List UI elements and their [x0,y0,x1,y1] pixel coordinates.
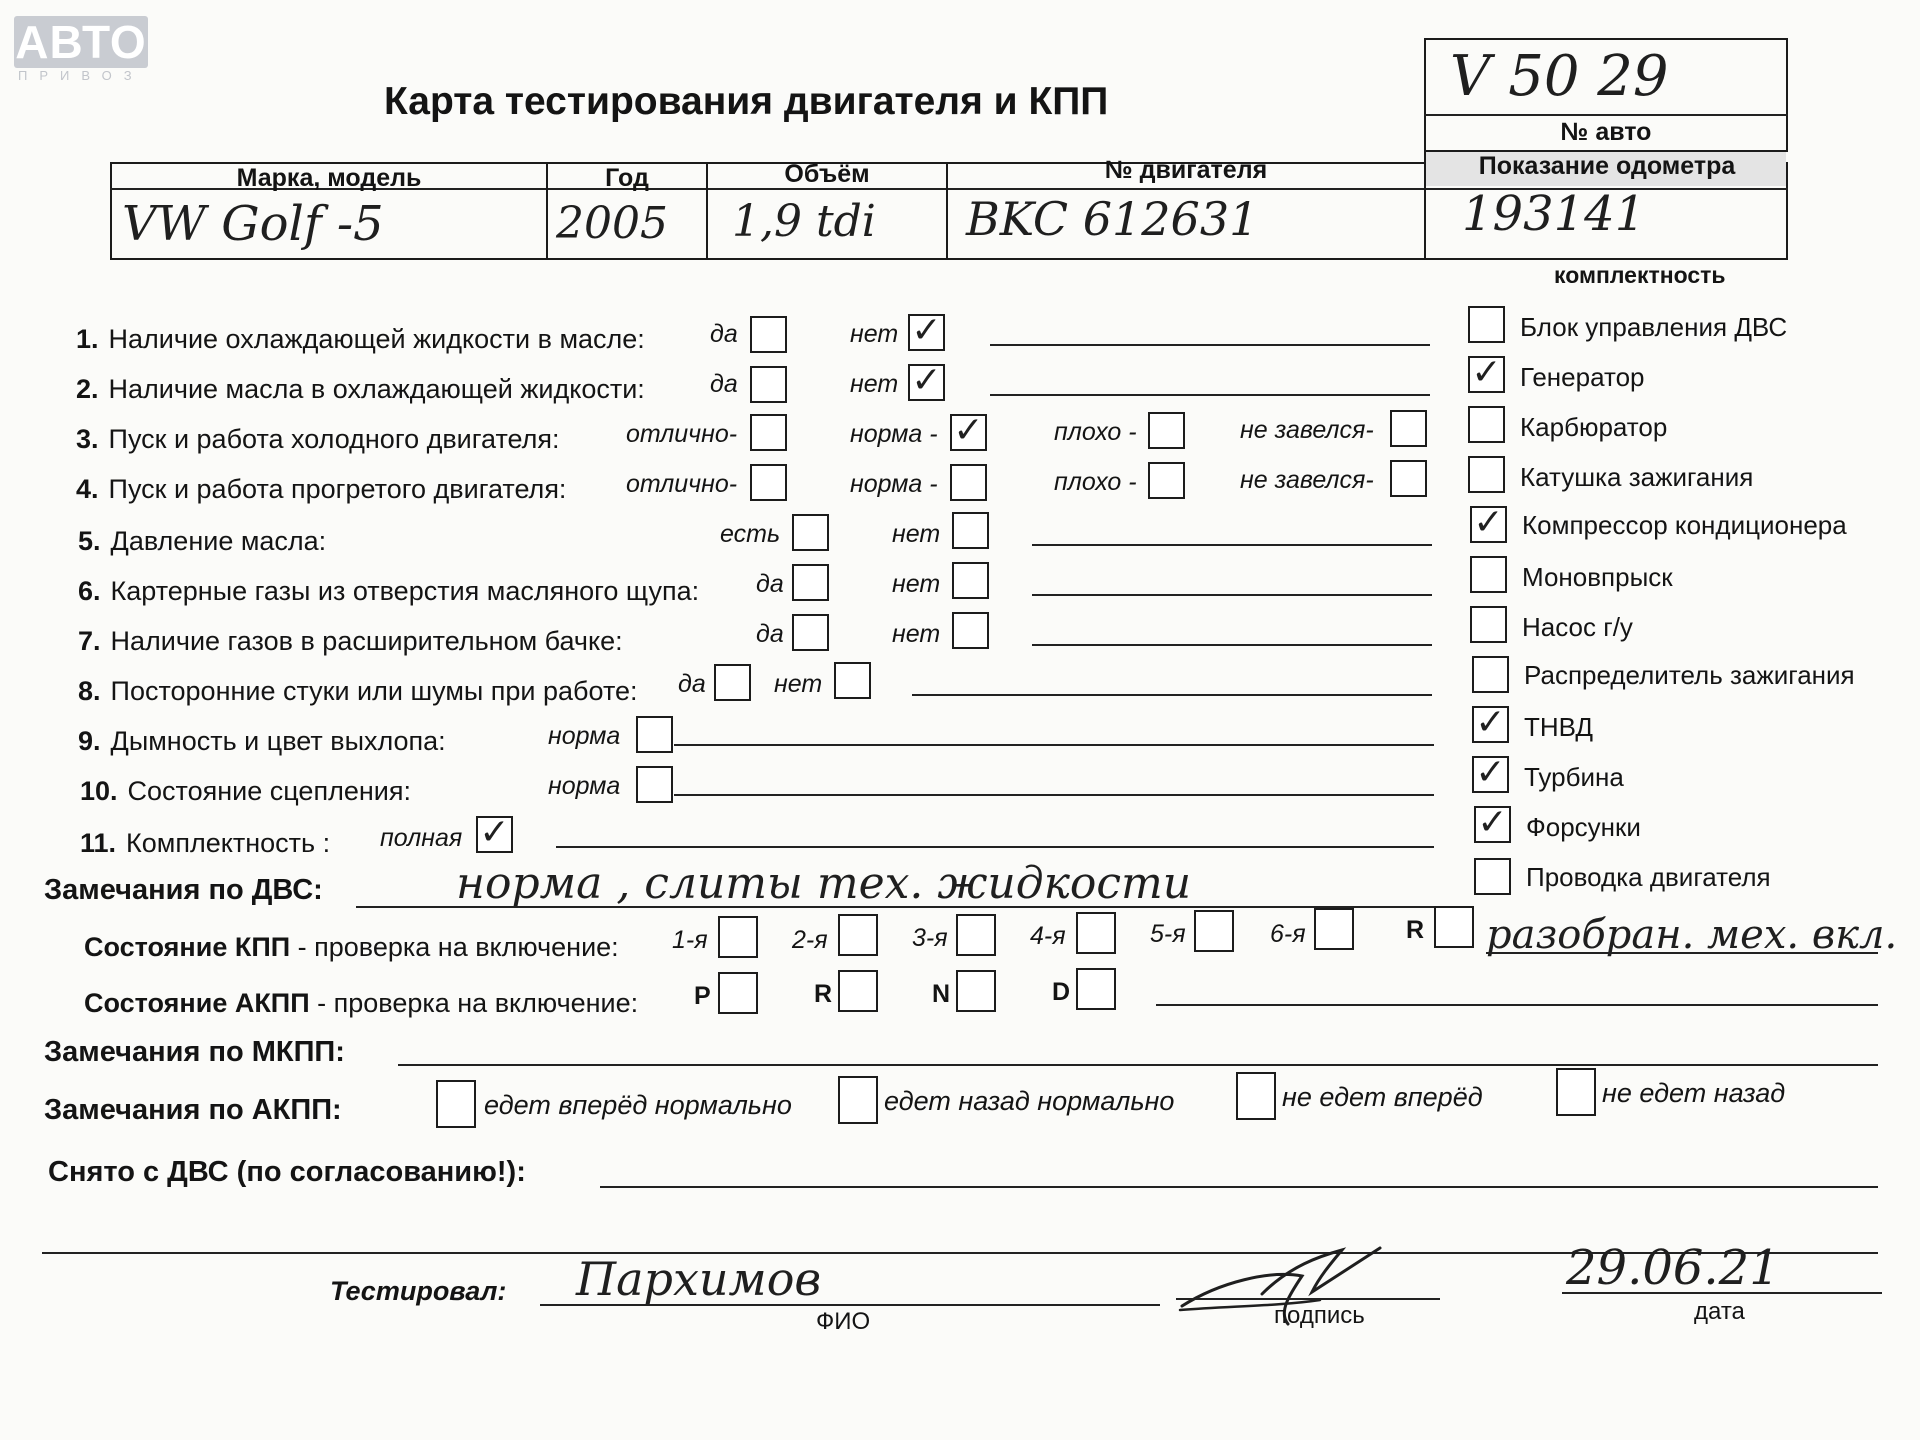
question-label: Пуск и работа холодного двигателя: [108,424,560,454]
akpp-remark-no-back-checkbox[interactable] [1556,1068,1596,1116]
kit-checkbox-injection-pump[interactable]: ✓ [1472,706,1509,743]
kpp-note-line [1486,952,1878,954]
auto-number-label: № авто [1560,118,1652,146]
akpp-remark-back-ok-checkbox[interactable] [838,1076,878,1124]
question-number: 7. [78,626,101,656]
kpp-label-bold: Состояние КПП [84,932,291,962]
option-label: отлично- [626,420,738,448]
question-number: 9. [78,726,101,756]
option-label: нет [892,520,941,548]
answer-line [1032,644,1432,646]
kit-checkbox-distributor[interactable] [1472,656,1509,693]
checkbox-q7-yes[interactable] [792,614,829,651]
akpp-gear-r-checkbox[interactable] [838,970,878,1012]
checkbox-q5-no[interactable] [952,512,989,549]
question-text [76,374,645,405]
question-text [76,324,645,355]
option-label: плохо - [1054,418,1137,446]
checkbox-q11-full[interactable]: ✓ [476,816,513,853]
dvs-remarks-value: норма , слиты тех. жидкости [456,858,1192,909]
question-text [78,726,446,757]
logo-subtitle: ПРИВОЗ [18,68,144,83]
checkbox-q6-no[interactable] [952,562,989,599]
kit-checkbox-ecu[interactable] [1468,306,1505,343]
akpp-gear-label: R [814,980,833,1008]
value-year: 2005 [556,198,668,249]
option-label: есть [720,520,781,548]
kit-checkbox-injectors[interactable]: ✓ [1474,806,1511,843]
question-text [80,828,330,859]
checkbox-q10-normal[interactable] [636,766,673,803]
value-model: VW Golf -5 [122,196,384,252]
akpp-remark-no-back: не едет назад [1602,1078,1786,1108]
akpp-line [1156,1004,1878,1006]
checkbox-q7-no[interactable] [952,612,989,649]
question-label: Наличие охлаждающей жидкости в масле: [108,324,645,354]
auto-number-divider [1424,114,1788,116]
checkbox-q6-yes[interactable] [792,564,829,601]
tester-label: Тестировал: [330,1276,507,1306]
akpp-gear-d-checkbox[interactable] [1076,968,1116,1010]
question-label: Картерные газы из отверстия масляного щупа: [110,576,700,606]
question-number: 3. [76,424,99,454]
document-title: Карта тестирования двигателя и КПП [384,80,1109,123]
removed-line-1 [600,1186,1878,1188]
option-label: нет [774,670,823,698]
tester-name-line [540,1304,1160,1306]
kpp-label-rest: - проверка на включение: [290,932,619,962]
tester-name-caption: ФИО [816,1308,871,1335]
question-label: Давление масла: [110,526,327,556]
question-number: 2. [76,374,99,404]
value-engine-number: BKC 612631 [966,192,1259,246]
akpp-remark-no-forward: не едет вперёд [1282,1082,1483,1112]
option-label: полная [380,824,463,852]
akpp-gear-label: D [1052,978,1071,1006]
answer-line [1032,544,1432,546]
kit-label-ecu: Блок управления ДВС [1520,312,1788,342]
checkbox-q3-normal[interactable]: ✓ [950,414,987,451]
question-label: Наличие газов в расширительном бачке: [110,626,623,656]
checkbox-q9-normal[interactable] [636,716,673,753]
tester-date-line [1562,1292,1882,1294]
kpp-gear-label: 1-я [672,926,708,954]
question-text [76,474,566,505]
auto-number-value: V 50 29 [1450,44,1669,109]
tester-sign-line [1176,1298,1440,1300]
checkbox-q8-yes[interactable] [714,664,751,701]
checkbox-q2-no[interactable]: ✓ [908,364,945,401]
question-number: 5. [78,526,101,556]
checkbox-q3-not-started[interactable] [1390,410,1427,447]
kit-checkbox-generator[interactable]: ✓ [1468,356,1505,393]
akpp-label-bold: Состояние АКПП [84,988,310,1018]
kpp-gear-3-checkbox[interactable] [956,914,996,956]
checkbox-q1-no[interactable]: ✓ [908,314,945,351]
akpp-remark-no-forward-checkbox[interactable] [1236,1072,1276,1120]
checkbox-q4-not-started[interactable] [1390,460,1427,497]
kpp-gear-label: 5-я [1150,920,1186,948]
option-label: да [710,320,738,348]
kpp-gear-2-checkbox[interactable] [838,914,878,956]
kit-checkbox-carburetor[interactable] [1468,406,1505,443]
kit-checkbox-engine-wiring[interactable] [1474,858,1511,895]
kit-label-injectors: Форсунки [1526,812,1641,842]
option-label: да [756,620,784,648]
kpp-gear-label: 4-я [1030,922,1066,950]
question-number: 4. [76,474,99,504]
question-text [80,776,411,807]
mkpp-remarks-label: Замечания по МКПП: [44,1036,345,1068]
option-label: отлично- [626,470,738,498]
question-number: 1. [76,324,99,354]
kpp-gear-1-checkbox[interactable] [718,916,758,958]
option-label: норма [548,772,621,800]
kit-checkbox-ac-compressor[interactable]: ✓ [1470,506,1507,543]
akpp-label [84,988,638,1019]
removed-label: Снято с ДВС (по согласованию!): [48,1156,526,1188]
tester-date-caption: дата [1694,1298,1745,1325]
option-label: нет [850,320,899,348]
checkbox-q3-bad[interactable] [1148,412,1185,449]
answer-line [556,846,1434,848]
question-number: 6. [78,576,101,606]
option-label: норма - [850,420,938,448]
checkbox-q4-excellent[interactable] [750,464,787,501]
kpp-gear-r-checkbox[interactable] [1434,906,1474,948]
kit-label-injection-pump: ТНВД [1524,712,1594,742]
value-volume: 1,9 tdi [732,196,876,247]
answer-line [674,794,1434,796]
kit-checkbox-turbine[interactable]: ✓ [1472,756,1509,793]
answer-line [990,394,1430,396]
logo: АВТО [15,16,147,68]
question-text [78,526,326,557]
kit-label-ignition-coil: Катушка зажигания [1520,462,1754,492]
kpp-gear-label: 6-я [1270,920,1306,948]
checkbox-q3-excellent[interactable] [750,414,787,451]
value-odometer: 193141 [1462,186,1646,242]
option-label: нет [892,620,941,648]
question-label: Дымность и цвет выхлопа: [110,726,446,756]
checkbox-q4-bad[interactable] [1148,462,1185,499]
akpp-gear-n-checkbox[interactable] [956,970,996,1012]
option-label: нет [850,370,899,398]
kit-checkbox-mono-injection[interactable] [1470,556,1507,593]
option-label: норма - [850,470,938,498]
dvs-remarks-label: Замечания по ДВС: [44,874,323,906]
option-label: плохо - [1054,468,1137,496]
akpp-remark-forward-ok: едет вперёд нормально [484,1090,792,1120]
kpp-gear-label: 2-я [792,926,828,954]
kpp-gear-4-checkbox[interactable] [1076,912,1116,954]
question-number: 8. [78,676,101,706]
question-number: 10. [80,776,118,806]
kpp-gear-label: R [1406,916,1425,944]
kpp-gear-6-checkbox[interactable] [1314,908,1354,950]
kpp-gear-label: 3-я [912,924,948,952]
tester-date: 29.06.21 [1566,1240,1780,1296]
kit-checkbox-ignition-coil[interactable] [1468,456,1505,493]
kpp-gear-5-checkbox[interactable] [1194,910,1234,952]
question-label: Наличие масла в охлаждающей жидкости: [108,374,645,404]
option-label: норма [548,722,621,750]
kit-label-power-steering-pump: Насос г/у [1522,612,1633,642]
akpp-gear-label: P [694,982,711,1010]
kit-label-turbine: Турбина [1524,762,1624,792]
question-text [76,424,560,455]
answer-line [1032,594,1432,596]
checkbox-q8-no[interactable] [834,662,871,699]
question-text [78,626,623,657]
option-label: не завелся- [1240,416,1374,444]
answer-line [674,744,1434,746]
header-col-model: Марка, модель [236,164,422,192]
question-text [78,576,699,607]
akpp-remark-forward-ok-checkbox[interactable] [436,1080,476,1128]
mkpp-remarks-line [398,1064,1878,1066]
question-label: Пуск и работа прогретого двигателя: [108,474,567,504]
kit-label-distributor: Распределитель зажигания [1524,660,1855,690]
option-label: нет [892,570,941,598]
question-number: 11. [80,828,117,858]
checkbox-q2-yes[interactable] [750,366,787,403]
question-label: Комплектность : [126,828,331,858]
kit-label-carburetor: Карбюратор [1520,412,1668,442]
dvs-remarks-line [356,906,1436,908]
akpp-gear-label: N [932,980,951,1008]
akpp-label-rest: - проверка на включение: [309,988,639,1018]
header-col-odometer: Показание одометра [1478,152,1736,180]
option-label: да [710,370,738,398]
header-col-year: Год [605,164,649,192]
kit-label-mono-injection: Моновпрыск [1522,562,1673,592]
tester-sign-caption: подпись [1274,1302,1365,1329]
option-label: да [756,570,784,598]
answer-line [990,344,1430,346]
header-col-volume: Объём [784,160,870,188]
tester-name: Пархимов [576,1252,822,1306]
akpp-remarks-label: Замечания по АКПП: [44,1094,342,1126]
checkbox-q4-normal[interactable] [950,464,987,501]
akpp-remark-back-ok: едет назад нормально [884,1086,1175,1116]
kpp-label [84,932,619,963]
question-text [78,676,638,707]
answer-line [912,694,1432,696]
kit-title: комплектность [1554,262,1726,288]
kit-label-ac-compressor: Компрессор кондиционера [1522,510,1847,540]
question-label: Посторонние стуки или шумы при работе: [110,676,638,706]
akpp-gear-p-checkbox[interactable] [718,972,758,1014]
checkbox-q1-yes[interactable] [750,316,787,353]
kit-checkbox-power-steering-pump[interactable] [1470,606,1507,643]
kpp-note: разобран. мех. вкл. [1486,912,1898,958]
kit-label-engine-wiring: Проводка двигателя [1526,862,1771,892]
option-label: да [678,670,706,698]
question-label: Состояние сцепления: [127,776,411,806]
checkbox-q5-yes[interactable] [792,514,829,551]
header-col-engine: № двигателя [1104,156,1268,184]
option-label: не завелся- [1240,466,1374,494]
kit-label-generator: Генератор [1520,362,1645,392]
